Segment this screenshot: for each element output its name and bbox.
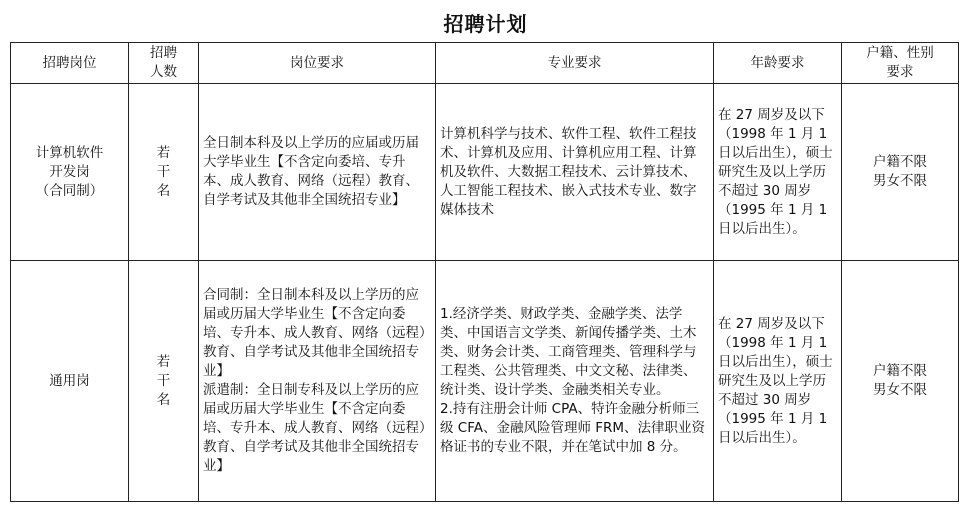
page-title: 招聘计划 [443,12,528,36]
table-row [11,261,959,502]
cell-job-requirement: 合同制：全日制本科及以上学历的应届或历届大学毕业生【不含定向委培、专升本、成人教育、网络（远程）教育、自学考试及其他非全国统招专业】 派遣制：全日制专科及以上学历的应届或历届大学毕业生【不含定向委培、专升本、成人教育、网络（远程）教育、自学考试及其他非全国统招专业】 [199,261,436,502]
header-major-requirement: 专业要求 [436,43,714,84]
cell-position: 计算机软件 开发岗 （合同制） [11,84,129,261]
cell-position: 通用岗 [11,261,129,502]
cell-count: 若 干 名 [129,84,199,261]
cell-household-gender: 户籍不限 男女不限 [842,261,959,502]
cell-age-requirement: 在 27 周岁及以下（1998 年 1 月 1 日以后出生），硕士研究生及以上学历不超过 30 周岁（1995 年 1 月 1 日以后出生）。 [714,261,842,502]
cell-household-gender: 户籍不限 男女不限 [842,84,959,261]
table-row [11,84,959,261]
cell-major-requirement: 1.经济学类、财政学类、金融学类、法学类、中国语言文学类、新闻传播学类、土木类、财务会计类、工商管理类、管理科学与工程类、公共管理类、中文文秘、法律类、统计类、设计学类、金融类相关专业。 2.持有注册会计师 CPA、特许金融分析师三级 CFA、金融风险管理师 FRM、法律职业资格证书的专业不限，并在笔试中加 8 分。 [436,261,714,502]
header-position: 招聘岗位 [11,43,129,84]
cell-major-requirement: 计算机科学与技术、软件工程、软件工程技术、计算机及应用、计算机应用工程、计算机及软件、大数据工程技术、云计算技术、人工智能工程技术、嵌入式技术专业、数字媒体技术 [436,84,714,261]
cell-age-requirement: 在 27 周岁及以下（1998 年 1 月 1 日以后出生），硕士研究生及以上学历不超过 30 周岁（1995 年 1 月 1 日以后出生）。 [714,84,842,261]
cell-count: 若 干 名 [129,261,199,502]
header-count: 招聘 人数 [129,43,199,84]
header-age-requirement: 年龄要求 [714,43,842,84]
recruitment-table [10,42,959,502]
header-household-gender: 户籍、性别 要求 [842,43,959,84]
cell-job-requirement: 全日制本科及以上学历的应届或历届大学毕业生【不含定向委培、专升本、成人教育、网络（远程）教育、自学考试及其他非全国统招专业】 [199,84,436,261]
table-header-row [11,43,959,84]
header-job-requirement: 岗位要求 [199,43,436,84]
